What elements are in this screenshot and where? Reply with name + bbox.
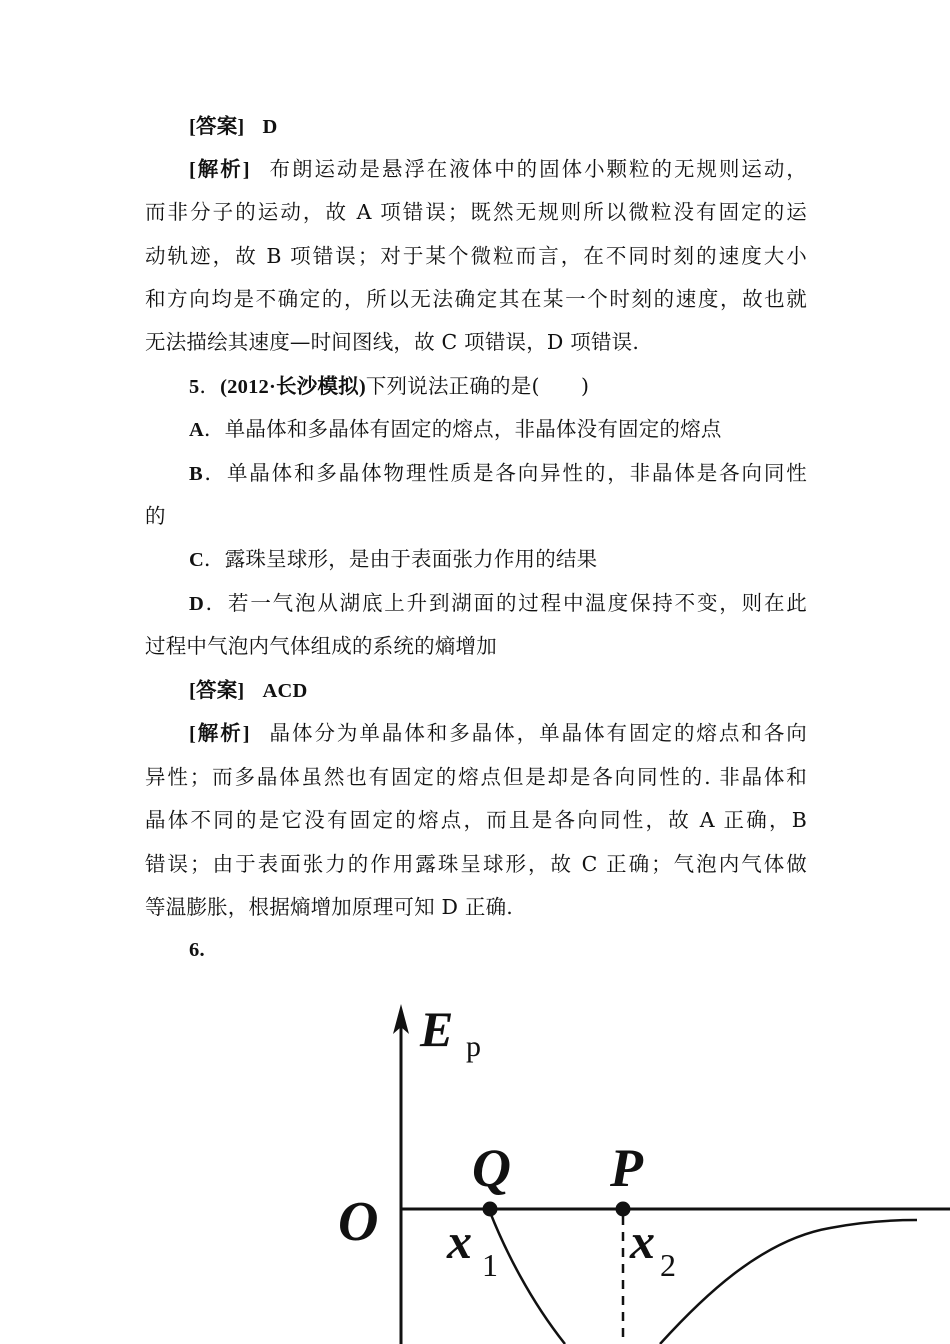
q4-analysis-line-3: 动轨迹，故 B 项错误；对于某个微粒而言，在不同时刻的速度大小 <box>145 244 807 268</box>
point-q-dot <box>483 1202 498 1217</box>
q4-analysis-line-5: 无法描绘其速度—时间图线，故 C 项错误，D 项错误. <box>145 330 640 354</box>
point-p-label: P <box>610 1138 643 1198</box>
q4-answer-tag: [答案] <box>189 116 245 138</box>
q5-analysis-text-1: 晶体分为单晶体和多晶体，单晶体有固定的熔点和各向 <box>267 721 807 745</box>
q5-analysis-line-4: 错误；由于表面张力的作用露珠呈球形，故 C 正确；气泡内气体做 <box>145 852 807 876</box>
q4-analysis-line-2: 而非分子的运动，故 A 项错误；既然无规则所以微粒没有固定的运 <box>145 200 807 224</box>
q5-option-a: A．单晶体和多晶体有固定的熔点，非晶体没有固定的熔点 <box>189 417 722 441</box>
x2-label: x <box>630 1213 655 1269</box>
q5-option-a-text: 单晶体和多晶体有固定的熔点，非晶体没有固定的熔点 <box>224 417 722 441</box>
q5-option-b-cont: 的 <box>145 504 166 528</box>
q5-option-c: C．露珠呈球形，是由于表面张力作用的结果 <box>189 547 598 571</box>
q5-answer-tag: [答案] <box>189 680 245 702</box>
q5-option-d-label: D <box>189 593 205 615</box>
q5-option-b-text: 单晶体和多晶体物理性质是各向异性的，非晶体是各向同性 <box>226 461 808 485</box>
q5-answer-line <box>189 675 807 706</box>
q6-number: 6. <box>189 939 205 961</box>
origin-label: O <box>338 1191 379 1253</box>
y-axis-subscript: p <box>466 1030 481 1063</box>
q5-analysis-line-2: 异性；而多晶体虽然也有固定的熔点但是却是各向同性的. 非晶体和 <box>145 765 807 789</box>
q5-analysis-line-3: 晶体不同的是它没有固定的熔点，而且是各向同性，故 A 正确，B <box>145 808 807 832</box>
q5-stem: 下列说法正确的是( ) <box>365 374 590 398</box>
ep-figure <box>0 1000 950 1344</box>
ep-curve-right <box>660 1220 917 1344</box>
q5-option-d-text: 若一气泡从湖底上升到湖面的过程中温度保持不变，则在此 <box>227 591 807 615</box>
q5-number: 5 <box>189 376 200 398</box>
q5-answer: ACD <box>262 680 308 702</box>
point-p-dot <box>616 1202 631 1217</box>
y-axis-label: E <box>420 1001 454 1057</box>
q4-answer-line <box>189 111 807 142</box>
q5-option-d: D．若一气泡从湖底上升到湖面的过程中温度保持不变，则在此 <box>189 591 807 615</box>
q5-option-c-text: 露珠呈球形，是由于表面张力作用的结果 <box>224 547 598 571</box>
x1-subscript: 1 <box>482 1247 498 1283</box>
q5-option-a-label: A <box>189 419 205 441</box>
q4-analysis-line-1 <box>189 154 807 185</box>
q5-analysis-line-1 <box>189 718 807 749</box>
q4-analysis-tag: [解析] <box>189 159 250 181</box>
q5-analysis-tag: [解析] <box>189 723 250 745</box>
q4-answer: D <box>262 116 278 138</box>
ep-curve-left <box>490 1212 565 1344</box>
q5-analysis-line-5: 等温膨胀，根据熵增加原理可知 D 正确. <box>145 895 513 919</box>
x1-label: x <box>447 1213 472 1269</box>
q5-option-d-cont: 过程中气泡内气体组成的系统的熵增加 <box>145 634 497 658</box>
x2-subscript: 2 <box>660 1247 676 1283</box>
q5-stem-line: 5．(2012·长沙模拟)下列说法正确的是( ) <box>189 374 590 398</box>
q5-source: (2012·长沙模拟) <box>220 376 366 398</box>
q4-analysis-text-1: 布朗运动是悬浮在液体中的固体小颗粒的无规则运动， <box>267 157 807 181</box>
q5-option-b: B．单晶体和多晶体物理性质是各向异性的，非晶体是各向同性 <box>189 461 808 485</box>
point-q-label: Q <box>472 1138 511 1198</box>
q5-option-b-label: B <box>189 463 203 485</box>
q5-option-c-label: C <box>189 549 205 571</box>
q4-analysis-line-4: 和方向均是不确定的，所以无法确定其在某一个时刻的速度，故也就 <box>145 287 807 311</box>
